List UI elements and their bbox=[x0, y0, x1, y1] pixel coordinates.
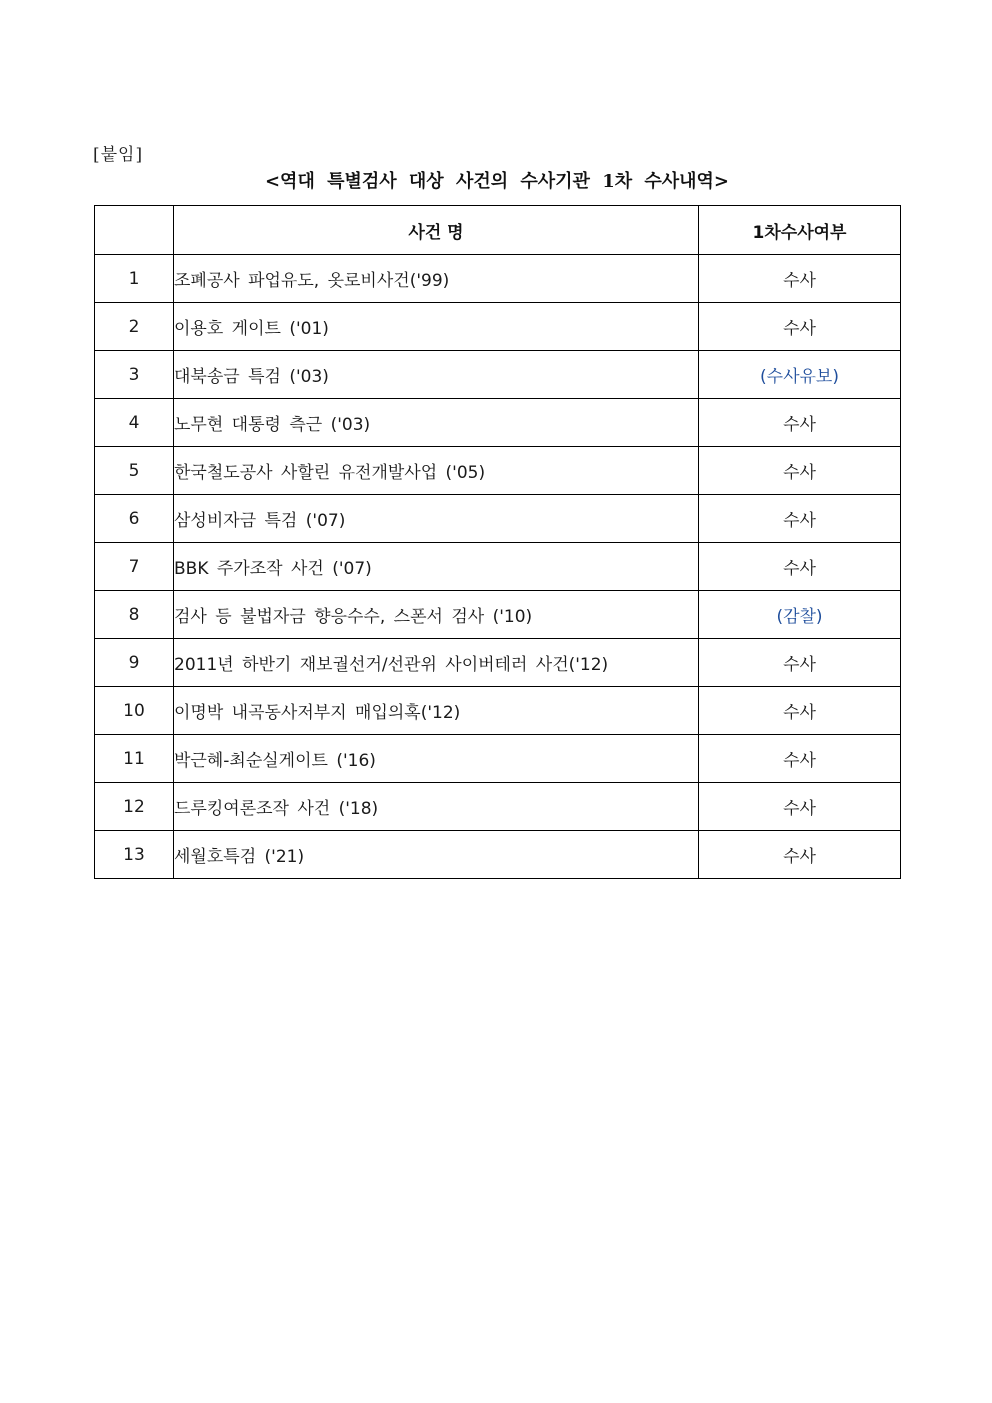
investigation-status: 수사 bbox=[699, 303, 901, 351]
row-number: 2 bbox=[95, 303, 174, 351]
investigation-status: 수사 bbox=[699, 831, 901, 879]
table-row bbox=[95, 303, 901, 351]
case-name: 한국철도공사 사할린 유전개발사업 ('05) bbox=[174, 447, 699, 495]
table-row bbox=[95, 783, 901, 831]
row-number: 1 bbox=[95, 255, 174, 303]
row-number: 5 bbox=[95, 447, 174, 495]
investigation-status: 수사 bbox=[699, 783, 901, 831]
investigation-status: 수사 bbox=[699, 687, 901, 735]
document-title: <역대 특별검사 대상 사건의 수사기관 1차 수사내역> bbox=[264, 171, 730, 192]
case-name: 조폐공사 파업유도, 옷로비사건('99) bbox=[174, 255, 699, 303]
row-number: 6 bbox=[95, 495, 174, 543]
row-number: 7 bbox=[95, 543, 174, 591]
table-header-row bbox=[95, 206, 901, 255]
table-row bbox=[95, 735, 901, 783]
investigation-status: (감찰) bbox=[699, 591, 901, 639]
table-row bbox=[95, 447, 901, 495]
row-number: 4 bbox=[95, 399, 174, 447]
table-body bbox=[95, 255, 901, 879]
case-name: 2011년 하반기 재보궐선거/선관위 사이버테러 사건('12) bbox=[174, 639, 699, 687]
row-number: 11 bbox=[95, 735, 174, 783]
case-name: 노무현 대통령 측근 ('03) bbox=[174, 399, 699, 447]
investigation-status: 수사 bbox=[699, 543, 901, 591]
case-table bbox=[94, 205, 901, 879]
row-number: 3 bbox=[95, 351, 174, 399]
row-number: 9 bbox=[95, 639, 174, 687]
case-name: 이용호 게이트 ('01) bbox=[174, 303, 699, 351]
investigation-status: (수사유보) bbox=[699, 351, 901, 399]
investigation-status: 수사 bbox=[699, 639, 901, 687]
case-name: 검사 등 불법자금 향응수수, 스폰서 검사 ('10) bbox=[174, 591, 699, 639]
table-row bbox=[95, 639, 901, 687]
case-name: 박근혜-최순실게이트 ('16) bbox=[174, 735, 699, 783]
case-name: 세월호특검 ('21) bbox=[174, 831, 699, 879]
investigation-status: 수사 bbox=[699, 495, 901, 543]
row-number: 12 bbox=[95, 783, 174, 831]
table-row bbox=[95, 687, 901, 735]
case-name: 드루킹여론조작 사건 ('18) bbox=[174, 783, 699, 831]
investigation-status: 수사 bbox=[699, 447, 901, 495]
table-row bbox=[95, 591, 901, 639]
investigation-status: 수사 bbox=[699, 735, 901, 783]
attachment-label: [붙임] bbox=[93, 145, 144, 165]
table-row bbox=[95, 495, 901, 543]
table-row bbox=[95, 351, 901, 399]
case-name: 대북송금 특검 ('03) bbox=[174, 351, 699, 399]
table-row bbox=[95, 255, 901, 303]
investigation-status: 수사 bbox=[699, 399, 901, 447]
case-name: 이명박 내곡동사저부지 매입의혹('12) bbox=[174, 687, 699, 735]
table-row bbox=[95, 831, 901, 879]
table-row bbox=[95, 399, 901, 447]
row-number: 8 bbox=[95, 591, 174, 639]
header-number bbox=[95, 206, 174, 255]
row-number: 13 bbox=[95, 831, 174, 879]
case-name: 삼성비자금 특검 ('07) bbox=[174, 495, 699, 543]
header-case-name: 사건 명 bbox=[174, 206, 699, 255]
row-number: 10 bbox=[95, 687, 174, 735]
case-name: BBK 주가조작 사건 ('07) bbox=[174, 543, 699, 591]
header-first-investigation: 1차수사여부 bbox=[699, 206, 901, 255]
investigation-status: 수사 bbox=[699, 255, 901, 303]
table-row bbox=[95, 543, 901, 591]
